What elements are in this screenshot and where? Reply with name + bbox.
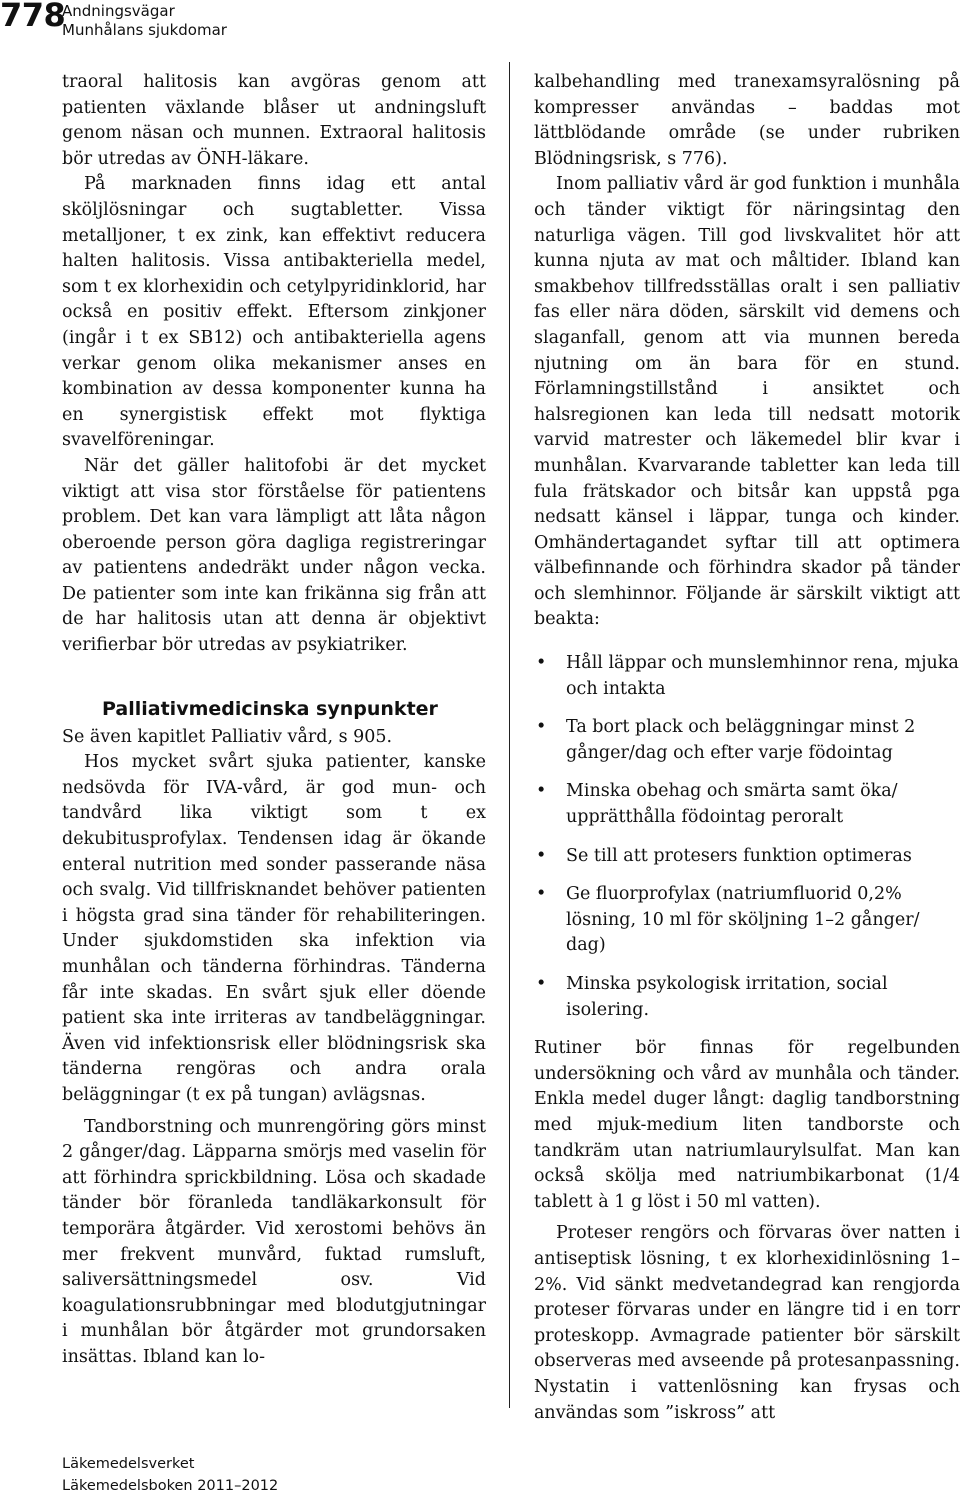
bullet-item: • Minska obehag och smärta samt öka/ upprätthålla födointag peroralt	[534, 779, 960, 830]
paragraph: Hos mycket svårt sjuka patienter, kanske nedsövda för IVA-vård, är god mun- och tandvård lika viktigt som t ex dekubitusprofylax. Tendensen idag är ökande enteral nutrition med sonder passerande näsa och svalg. Vid tillfrisknandet behöver patienten i högsta grad sina tänder för rehabiliteringen. Under sjukdomstiden ska infektion via munhålan och tänderna förhindras. Tänderna får inte skadas. En svårt sjuk eller döende patient ska inte irriteras av tandbeläggningar. Även vid infektionsrisk eller blödningsrisk ska tänderna rengöras och andra orala beläggningar (t ex på tungan) avlägsnas.	[62, 752, 486, 1105]
page-footer	[62, 1453, 278, 1497]
right-column	[534, 70, 960, 1426]
bullet-item: • Se till att protesers funktion optimeras	[534, 844, 960, 870]
bullet-item: • Minska psykologisk irritation, social isolering.	[534, 972, 960, 1023]
bullet-item: • Ge fluorprofylax (natriumfluorid 0,2% lösning, 10 ml för sköljning 1–2 gånger/ dag)	[534, 882, 960, 959]
chapter-title: Andningsvägar	[62, 2, 175, 20]
bullet-item: • Håll läppar och munslemhinnor rena, mjuka och intakta	[534, 651, 960, 702]
book-title: Läkemedelsboken 2011–2012	[62, 1478, 279, 1494]
paragraph: Rutiner bör finnas för regelbunden undersökning och vård av munhåla och tänder. Enkla medel duger långt: daglig tandborstning med mjuk-medium liten tandborste och tandkräm utan natriumlaurylsulfat. Man kan också skölja med natriumbikarbonat (1/4 tablett à 1 g löst i 50 ml vatten).	[534, 1038, 960, 1212]
paragraph: Inom palliativ vård är god funktion i munhåla och tänder viktigt för näringsintag den naturliga vägen. Till god livskvalitet hör att kunna njuta av mat och måltider. Ibland kan smakbehov tillfredsställas oralt i sen palliativ fas eller nära döden, särskilt vid demens och slaganfall, genom att via munnen bereda njutning om än bara för en stund. Förlamningstillstånd i ansiktet och halsregionen kan leda till nedsatt motorik varvid matrester och läkemedel blir kvar i munhålan. Kvarvarande tabletter kan leda till fula frätskador och bitsår kan uppstå pga nedsatt känsel i läppar, tunga och kinder. Omhändertagandet syftar till att optimera välbefinnande och förhindra skador på tänder och slemhinnor. Följande är särskilt viktigt att beakta:	[534, 174, 960, 630]
paragraph: traoral halitosis kan avgöras genom att patienten växlande blåser ut andningsluft genom näsan och munnen. Extraoral halitosis bör utredas av ÖNH-läkare.	[62, 72, 486, 169]
bullet-list	[534, 651, 960, 1023]
publisher: Läkemedelsverket	[62, 1456, 195, 1472]
paragraph: Proteser rengörs och förvaras över natten i antiseptisk lösning, t ex klorhexidinlösning 1–2%. Vid sänkt medvetandegrad kan rengjorda proteser förvaras under en längre tid i en torr proteskopp. Avmagrade patienter bör särskilt observeras med avseende på protesanpassning. Nystatin i vattenlösning kan frysas och användas som ”iskross” att	[534, 1223, 960, 1423]
column-divider	[509, 62, 510, 1408]
section-title: Munhålans sjukdomar	[62, 21, 227, 39]
bullet-item: • Ta bort plack och beläggningar minst 2 gånger/dag och efter varje födointag	[534, 715, 960, 766]
left-column	[62, 70, 486, 1371]
running-head	[62, 2, 227, 40]
paragraph: På marknaden finns idag ett antal sköljlösningar och sugtabletter. Vissa metalljoner, t ex zink, kan effektivt reducera halten halitosis. Vissa antibakteriella medel, som t ex klorhexidin och cetylpyridinklorid, har också en positiv effekt. Eftersom zinkjoner (ingår i t ex SB12) och antibakteriella agens verkar genom olika mekanismer anses en kombination av dessa komponenter kunna ha en synergistisk effekt mot flyktiga svavelföreningar.	[62, 174, 486, 451]
paragraph: Tandborstning och munrengöring görs minst 2 gånger/dag. Läpparna smörjs med vaselin för att förhindra sprickbildning. Lösa och skadade tänder bör föranleda tandläkarkonsult för temporära åtgärder. Vid xerostomi behövs än mer frekvent munvård, fuktad rumsluft, saliversättningsmedel osv. Vid koagulationsrubbningar med blodutgjutningar i munhålan bör åtgärder mot grundorsaken insättas. Ibland kan lo-	[62, 1116, 486, 1367]
paragraph: När det gäller halitofobi är det mycket viktigt att visa stor förståelse för patientens problem. Det kan vara lämpligt att låta någon oberoende person göra dagliga registreringar av patientens andedräkt under någon vecka. De patienter som inte kan frikänna sig från att de har halitosis utan att denna är objektivt verifierbar bör utredas av psykiatriker.	[62, 455, 486, 656]
page-number: 778	[0, 0, 66, 34]
paragraph: kalbehandling med tranexamsyralösning på kompresser användas – baddas mot lättblödande område (se under rubriken Blödningsrisk, s 776).	[534, 72, 960, 169]
paragraph: Se även kapitlet Palliativ vård, s 905.	[62, 726, 393, 747]
section-heading: Palliativmedicinska synpunkter	[102, 697, 438, 720]
